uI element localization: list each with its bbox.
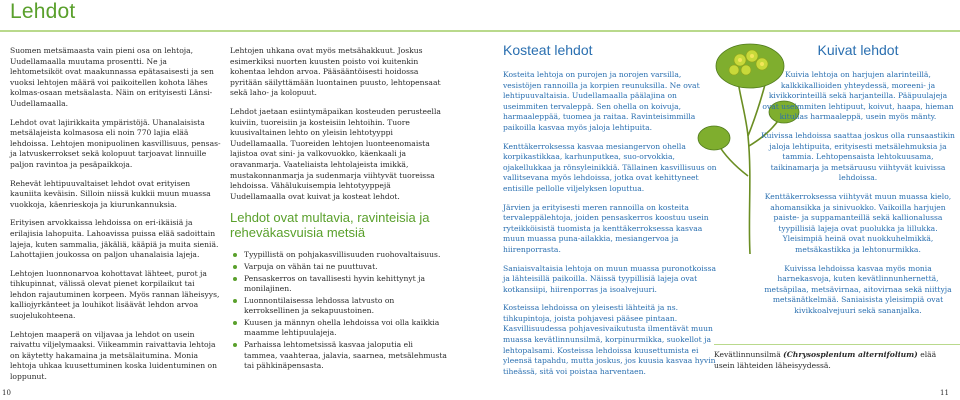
caption-prefix: Kevätlinnunsilmä xyxy=(714,350,784,359)
paragraph: Kosteissa lehdoissa on yleisesti lähteitä ja ns. tihkupintoja, joista pohjavesi pääsee pintaan. Kasvillisuudessa pohjavesivaikutusta ilmentävät muun muassa kevätlinnunsilmä, korpinurmikka, suokellot ja lehtopalsami. Kosteissa lehdoissa kuusettumista ei yleensä tapahdu, mutta joskus, jos kuusia kasvaa hyvin tiheässä, sitä voi poistaa harventaen. xyxy=(503,303,716,376)
paragraph: Kuivissa lehdoissa kasvaa myös monia harnekasvoja, kuten kevätlinnunhernettä, metsäpilaa, metsävirnaa, aitovirnaa sekä niittyja metsänätkelmää. Saniaisista yleisimpiä ovat kivikkoalvejuuri sekä sananjalka. xyxy=(764,263,952,315)
list-item: Pensaskerros on tavallisesti hyvin kehittynyt ja monilajinen. xyxy=(244,274,448,295)
list-item: Kuusen ja männyn ohella lehdoissa voi olla kaikkia maamme lehtipuulajeja. xyxy=(244,318,448,339)
section-subheading: Lehdot ovat multavia, ravinteisia ja reheväkasvuisia metsiä xyxy=(230,210,430,241)
paragraph: Lehtojen luonnonarvoa kohottavat lähteet, purot ja tihkupinnat, välissä olevat pienet korpilaikut tai lehdon rajautuminen korpeen. Myös rannan läheisyys, kalliojyrkänteet ja louhikot lisäävät lehdon arvoa suojelukohteena. xyxy=(10,268,220,321)
paragraph: Kuivia lehtoja on harjujen alarinteillä, kalkkikallioiden yhteydessä, moreeni- ja kivikkorinteillä sekä harjanteilla. Pääpuulajeja ovat useimmiten lehtipuut, koivut, haapa, hieman kitulias harmaaleppä, usein myös mänty. xyxy=(762,70,954,122)
column-3 xyxy=(503,42,721,385)
caption-species: (Chrysosplenium alternifolium) xyxy=(783,350,918,359)
paragraph: Rehevät lehtipuuvaltaiset lehdot ovat erityisen kauniita keväisin. Silloin niissä kukkii muun muassa vuokkoja, käenrieskoja ja kiurunkannuksia. xyxy=(10,178,211,209)
caption-suffix: elää usein lähteiden läheisyydessä. xyxy=(714,350,937,370)
list-item: Luonnontilaisessa lehdossa latvusto on kerroksellinen ja sekapuustoinen. xyxy=(244,296,448,317)
figure-caption xyxy=(714,350,950,371)
paragraph: Kenttäkerroksessa kasvaa mesiangervon ohella korpikastikkaa, karhunputkea, suo-orvokkia, ojakellukkaa ja rönsyleinikkiä. Tällainen kasvillisuus on vallitsevana myös lehdoissa, jotka ovat kehittyneet entisille pellolle viljelyksen loputtua. xyxy=(503,141,717,193)
paragraph: Järvien ja erityisesti meren rannoilla on kosteita tervaleppälehtoja, joiden pensaskerros koostuu usein ryteikköisistä tuomista ja kenttäkerroksessa kasvaa muun muassa puna-ailakkia, mesiangervoa ja hiirenporrasta. xyxy=(503,202,709,254)
page-title: Lehdot xyxy=(10,0,76,23)
column-4 xyxy=(760,42,956,324)
list-item: Parhaissa lehtometsissä kasvaa jaloputia eli tammea, vaahteraa, jalavia, saarnea, metsälehmusta tai pähkinäpensasta. xyxy=(244,340,447,371)
list-item: Tyypillistä on pohjakasvillisuuden ruohovaltaisuus. xyxy=(244,250,448,261)
paragraph: Suomen metsämaasta vain pieni osa on lehtoja, Uudellamaalla muutama prosentti. Ne ja lehtometsiköt ovat maakunnassa epätasaisesti ja sen vuoksi lehtojen määrä voi paikoitellen kohota lähes kolmas-osaan metsäalasta. Näin on erityisesti Länsi-Uudellamaalla. xyxy=(10,46,214,108)
paragraph: Lehtojen maaperä on viljavaa ja lehdot on usein raivattu viljelymaaksi. Viikeammin raivattavia lehtoja on käytetty hakamaina ja metsälaitumina. Monia lehtoja uhkaa kuusettuminen koska luidentuminen on loppunut. xyxy=(10,329,218,382)
paragraph: Kosteita lehtoja on purojen ja norojen varsilla, vesistöjen rannoilla ja korpien reunuksilla. Ne ovat lehtipuuvaltaisia. Uudellamaalla päälajina on useimmiten tervaleppä. Sen ohella on koivuja, harmaaleppää, tuomea ja raitaa. Ravinteisimmilla paikoilla kasvaa myös jaloja lehtipuita. xyxy=(503,70,700,132)
section-heading-moist: Kosteat lehdot xyxy=(503,42,593,58)
paragraph: Saniaisvaltaisia lehtoja on muun muassa puronotkoissa ja lähteisillä paikoilla. Näissä tyypillisiä lajeja ovat kotkansiipi, hiirenporras ja isoalvejuuri. xyxy=(503,263,717,294)
page-number-right: 11 xyxy=(940,389,949,397)
bullet-list xyxy=(230,250,448,372)
paragraph: Lehdot jaetaan esiintymäpaikan kosteuden perusteella kuiviin, tuoreisiin ja kosteisiin lehtoihin. Tuore kuusivaltainen lehto on yleisin lehtotyyppi Uudellamaalla. Tuoreiden lehtojen luonteenomaista lajistoa ovat sini- ja valkovuokko, käenkaali ja oravanmarja. Vaateliaista lehtolajeista imikkä, mustakonnanmarja ja sudenmarja viihtyvät tuoreissa lehdoissa. Vähälukuisempia lehtotyyppejä Uudellamaalla ovat kuivat ja kosteat lehdot. xyxy=(230,106,441,201)
section-heading-dry: Kuivat lehdot xyxy=(817,42,899,58)
list-item: Varpuja on vähän tai ne puuttuvat. xyxy=(244,262,448,273)
paragraph: Kuivissa lehdoissa saattaa joskus olla runsaastikin jaloja lehtipuita, erityisesti metsälehmuksia ja tammia. Lehtopensaista lehtokuusama, taikinamarja ja metsäruusu viihtyvät kuivissa lehdoissa. xyxy=(761,130,955,183)
page-number-left: 10 xyxy=(2,389,11,397)
header-rule xyxy=(0,30,960,32)
paragraph: Erityisen arvokkaissa lehdoissa on eri-ikäisiä ja erilajisia lahopuita. Lahoavissa puissa elää sadoittain lajeja, kuten sammalia, jäkäliä, kääpiä ja muita sieniä. Lahottajien joukossa on paljon uhanalaisia lajeja. xyxy=(10,218,219,260)
paragraph: Lehtojen uhkana ovat myös metsähakkuut. Joskus esimerkiksi nuorten kuusten poisto voi kuitenkin kohentaa lehdon arvoa. Pääsääntöisesti hoidossa pyritään säilyttämään luontainen puusto, lehtopensaat sekä laho- ja kolopuut. xyxy=(230,46,441,98)
title-band xyxy=(0,0,960,28)
paragraph: Lehdot ovat lajirikkaita ympäristöjä. Uhanalaisista metsälajeista kolmasosa eli noin 770 lajia elää lehdoissa. Lehtojen monipuolinen kasvillisuus, pensas- ja latvuskerrokset sekä kolopuut tarjoavat linnuille paljon ravintoa ja pesäpaikkoja. xyxy=(10,117,221,169)
column-1 xyxy=(10,46,222,391)
paragraph: Kenttäkerroksessa viihtyvät muun muassa kielo, ahomansikka ja sinivuokko. Vaikoilla harjujen paiste- ja suppamanteillä sekä kallionalussa tyypillisiä lajeja ovat puolukka ja lillukka. Yleisimpiä heinä ovat nuokkuhelmikkä, metsäkastikka ja lehtonurmikka. xyxy=(764,191,952,254)
caption-rule xyxy=(714,344,960,345)
column-2 xyxy=(230,46,448,373)
